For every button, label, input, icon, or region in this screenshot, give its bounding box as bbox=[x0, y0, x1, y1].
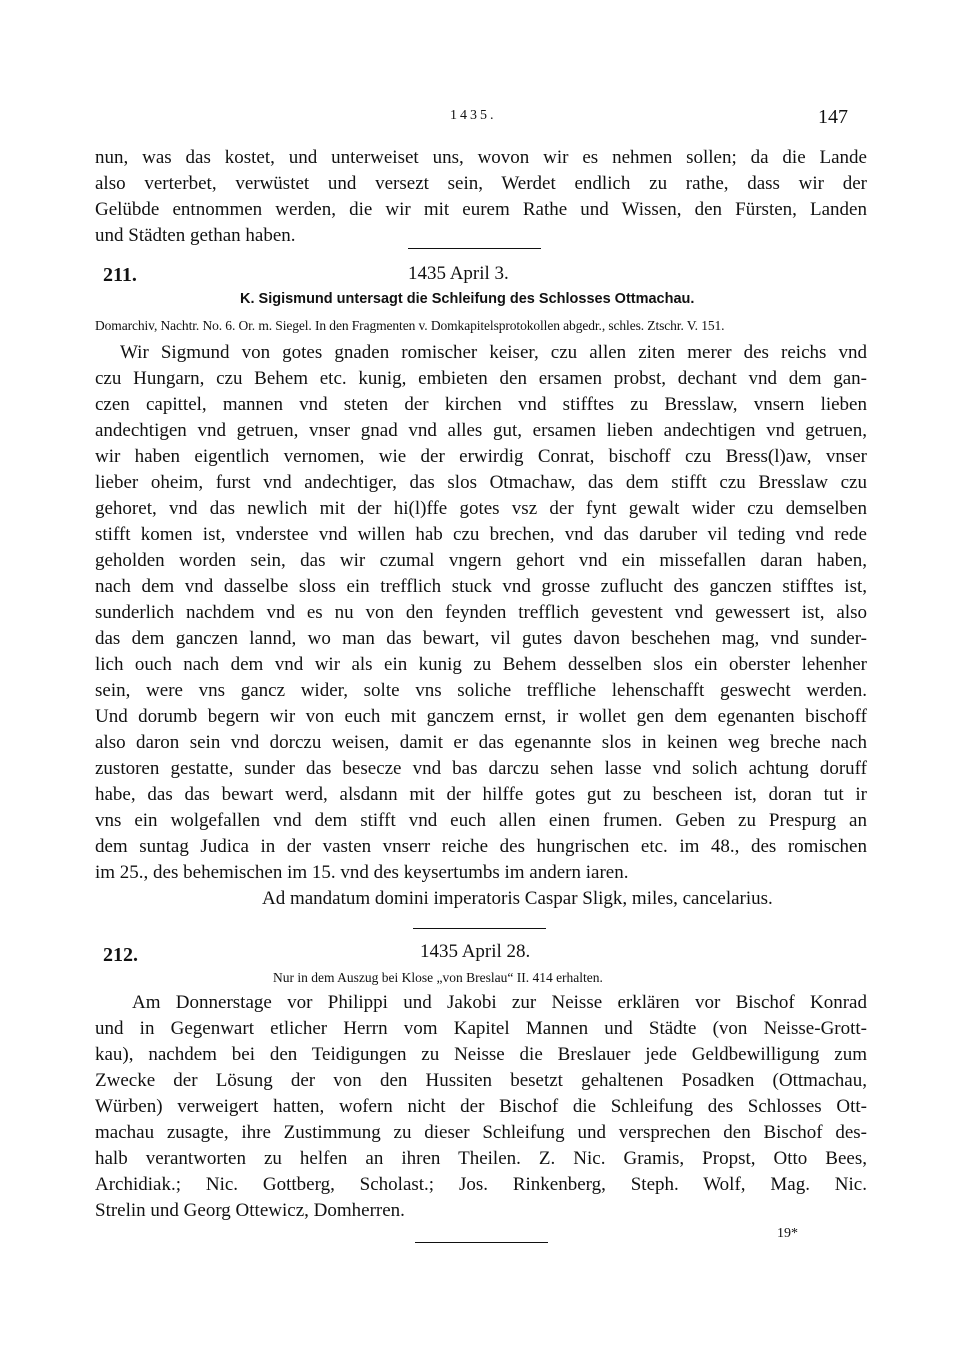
doc-211-line: das dem ganczen lannd, wo man das bewart, vil gutes davon beschehen mag, vnd sunder- bbox=[95, 628, 867, 649]
doc-212-source: Nur in dem Auszug bei Klose „von Breslau“ II. 414 erhalten. bbox=[273, 970, 603, 985]
separator-rule bbox=[408, 248, 541, 249]
intro-line: also verterbet, verwüstet und versezt sein, Werdet endlich zu rathe, dass wir der bbox=[95, 173, 867, 194]
running-head-year: 1435. bbox=[450, 108, 497, 123]
doc-212-line: Archidiak.; Nic. Gottberg, Scholast.; Jos. Rinkenberg, Steph. Wolf, Mag. Nic. bbox=[95, 1174, 867, 1195]
doc-212-line: Würben) verweigert hatten, wofern nicht der Bischof die Schleifung des Schlosses Ott- bbox=[95, 1096, 867, 1117]
doc-212-line: Strelin und Georg Ottewicz, Domherren. bbox=[95, 1200, 405, 1221]
doc-212-line: machau zusagte, ihre Zustimmung zu dieser Schleifung und versprechen den Bischof des- bbox=[95, 1122, 867, 1143]
doc-211-line: czu Hungarn, czu Behem etc. kunig, embieten den ersamen probst, dechant vnd dem gan- bbox=[95, 368, 867, 389]
doc-212-line: und in Gegenwart etlicher Herrn vom Kapitel Mannen und Städte (von Neisse-Grott- bbox=[95, 1018, 867, 1039]
doc-211-line: zustoren gestatte, sunder das besecze vnd bas darczu sehen lasse vnd solich achtung doruff bbox=[95, 758, 867, 779]
doc-211-line: im 25., des behemischen im 15. vnd des keysertumbs im andern iaren. bbox=[95, 862, 629, 883]
doc-211-line: lich ouch nach dem vnd wir als ein kunig zu Behem desselben slos ein oberster lehenher bbox=[95, 654, 867, 675]
doc-211-line: habe, das das bewart werd, alsdann mit der hilffe gotes gut zu bescheen ist, doran tut ir bbox=[95, 784, 867, 805]
doc-211-line: stifft komen ist, vnderstee vnd willen hab czu brechen, vnd das daruber vil teding vnd rede bbox=[95, 524, 867, 545]
doc-211-line: gehoret, vnd das newlich mit der hi(l)ffe gotes vsz der fynt gewalt wider czu demselben bbox=[95, 498, 867, 519]
intro-line: Gelübde entnommen werden, die wir mit eurem Rathe und Wissen, den Fürsten, Landen bbox=[95, 199, 867, 220]
doc-212-line: halb verantworten zu helfen an ihren Theilen. Z. Nic. Gramis, Propst, Otto Bees, bbox=[95, 1148, 867, 1169]
doc-211-line: geholden worden sein, das wir czumal vngern gehort vnd ein missefallen daran haben, bbox=[95, 550, 867, 571]
doc-212-line: Zwecke der Lösung der von den Hussiten besetzt gehaltenen Posadken (Ottmachau, bbox=[95, 1070, 867, 1091]
doc-212-line: kau), nachdem bei den Teidigungen zu Neisse die Breslauer jede Geldbewilligung zum bbox=[95, 1044, 867, 1065]
doc-212-line: Am Donnerstage vor Philippi und Jakobi zur Neisse erklären vor Bischof Konrad bbox=[132, 992, 867, 1013]
doc-211-line: dem suntag Judica in der vasten vnserr reiche des hungrischen etc. im 48., des romischen bbox=[95, 836, 867, 857]
doc-211-line: vns ein wolgefallen vnd dem stifft vnd euch allen einen frumen. Geben zu Prespurg an bbox=[95, 810, 867, 831]
printer-signature-mark: 19* bbox=[777, 1226, 798, 1241]
page-number: 147 bbox=[818, 106, 848, 128]
doc-211-number: 211. bbox=[103, 264, 137, 286]
separator-rule bbox=[415, 1242, 548, 1243]
separator-rule bbox=[413, 928, 546, 929]
doc-211-source: Domarchiv, Nachtr. No. 6. Or. m. Siegel. In den Fragmenten v. Domkapitelsprotokollen abgedr., schles. Ztschr. V. 151. bbox=[95, 318, 725, 333]
doc-211-line: sein, were vns gancz wider, solte vns soliche treffliche lehenschafft geswecht werden. bbox=[95, 680, 867, 701]
doc-211-line: Wir Sigmund von gotes gnaden romischer keiser, czu allen ziten merer des reichs vnd bbox=[120, 342, 867, 363]
doc-211-line: wir haben eigentlich vernomen, wie der erwirdig Conrat, bischoff czu Bress(l)aw, vnser bbox=[95, 446, 867, 467]
doc-212-number: 212. bbox=[103, 944, 138, 966]
intro-line: nun, was das kostet, und unterweiset uns, wovon wir es nehmen sollen; da die Lande bbox=[95, 147, 867, 168]
doc-211-signature: Ad mandatum domini imperatoris Caspar Sligk, miles, cancelarius. bbox=[262, 888, 773, 909]
doc-211-line: nach dem vnd dasselbe sloss ein trefflich stuck vnd grosse zuflucht des ganczen stifftes ist, bbox=[95, 576, 867, 597]
intro-line: und Städten gethan haben. bbox=[95, 225, 296, 246]
doc-211-line: andechtigen vnd getruen, vnser gnad vnd alles gut, ersamen lieben andechtigen vnd getruen, bbox=[95, 420, 867, 441]
doc-211-line: czen capittel, mannen vnd steten der kirchen vnd stifftes zu Bresslaw, vnsern lieben bbox=[95, 394, 867, 415]
doc-212-date: 1435 April 28. bbox=[420, 941, 531, 962]
doc-211-line: also daron sein vnd dorczu weisen, damit er das egenannte slos in keinen weg breche nach bbox=[95, 732, 867, 753]
doc-211-line: sunderlich nachdem vnd es nu von den feynden trefflich gevestent vnd gewessert ist, also bbox=[95, 602, 867, 623]
doc-211-title: K. Sigismund untersagt die Schleifung des Schlosses Ottmachau. bbox=[240, 291, 695, 307]
doc-211-line: lieber oheim, furst vnd andechtiger, das slos Otmachaw, das dem stifft czu Bresslaw czu bbox=[95, 472, 867, 493]
doc-211-date: 1435 April 3. bbox=[408, 263, 509, 284]
doc-211-line: Und dorumb begern wir von euch mit ganczem ernst, ir wollet gen dem egenanten bischoff bbox=[95, 706, 867, 727]
